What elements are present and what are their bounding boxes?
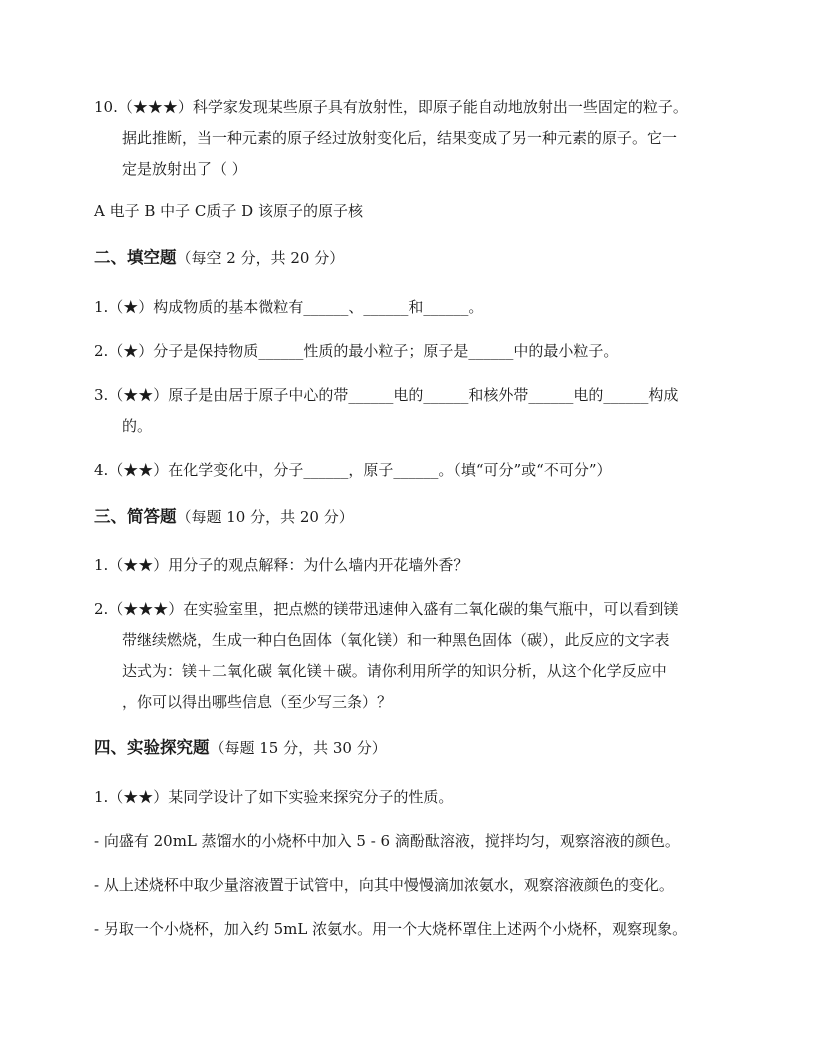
experiment-step-1: - 向盛有 20mL 蒸馏水的小烧杯中加入 5 - 6 滴酚酞溶液，搅拌均匀，观察溶液的颜色。: [94, 832, 680, 850]
question-10-options: A 电子 B 中子 C质子 D 该原子的原子核: [94, 202, 363, 220]
fill-question-4: 4.（★★）在化学变化中，分子______，原子______。（填“可分”或“不可分”）: [94, 461, 612, 479]
question-10-line-1: 10.（★★★）科学家发现某些原子具有放射性，即原子能自动地放射出一些固定的粒子。: [94, 98, 688, 116]
section-3-note: （每题 10 分，共 20 分）: [176, 508, 354, 526]
short-answer-question-1: 1.（★★）用分子的观点解释：为什么墙内开花墙外香？: [94, 556, 469, 574]
section-4-heading: [94, 738, 387, 758]
short-answer-question-2-line-4: ，你可以得出哪些信息（至少写三条）？: [122, 693, 393, 711]
section-2-note: （每空 2 分，共 20 分）: [176, 249, 345, 267]
fill-question-1: 1.（★）构成物质的基本微粒有______、______和______。: [94, 298, 484, 316]
section-3-title: 三、简答题: [94, 507, 177, 526]
experiment-step-3: - 另取一个小烧杯，加入约 5mL 浓氨水。用一个大烧杯罩住上述两个小烧杯，观察现象。: [94, 920, 688, 938]
experiment-step-2: - 从上述烧杯中取少量溶液置于试管中，向其中慢慢滴加浓氨水，观察溶液颜色的变化。: [94, 876, 674, 894]
experiment-question-1: 1.（★★）某同学设计了如下实验来探究分子的性质。: [94, 788, 454, 806]
fill-question-3-line-2: 的。: [122, 417, 153, 435]
section-4-note: （每题 15 分，共 30 分）: [209, 739, 387, 757]
section-2-title: 二、填空题: [94, 248, 177, 267]
short-answer-question-2-line-3: 达式为：镁＋二氧化碳 氧化镁＋碳。请你利用所学的知识分析，从这个化学反应中: [122, 662, 667, 680]
section-2-heading: [94, 248, 344, 268]
fill-question-2: 2.（★）分子是保持物质______性质的最小粒子；原子是______中的最小粒子。: [94, 342, 619, 360]
question-10-line-2: 据此推断，当一种元素的原子经过放射变化后，结果变成了另一种元素的原子。它一: [122, 129, 678, 147]
section-3-heading: [94, 507, 354, 527]
short-answer-question-2-line-1: 2.（★★★）在实验室里，把点燃的镁带迅速伸入盛有二氧化碳的集气瓶中，可以看到镁: [94, 600, 679, 618]
short-answer-question-2-line-2: 带继续燃烧，生成一种白色固体（氧化镁）和一种黑色固体（碳），此反应的文字表: [122, 631, 670, 649]
section-4-title: 四、实验探究题: [94, 738, 210, 757]
question-10-line-3: 定是放射出了（ ）: [122, 160, 247, 178]
fill-question-3-line-1: 3.（★★）原子是由居于原子中心的带______电的______和核外带______电的______构成: [94, 386, 679, 404]
